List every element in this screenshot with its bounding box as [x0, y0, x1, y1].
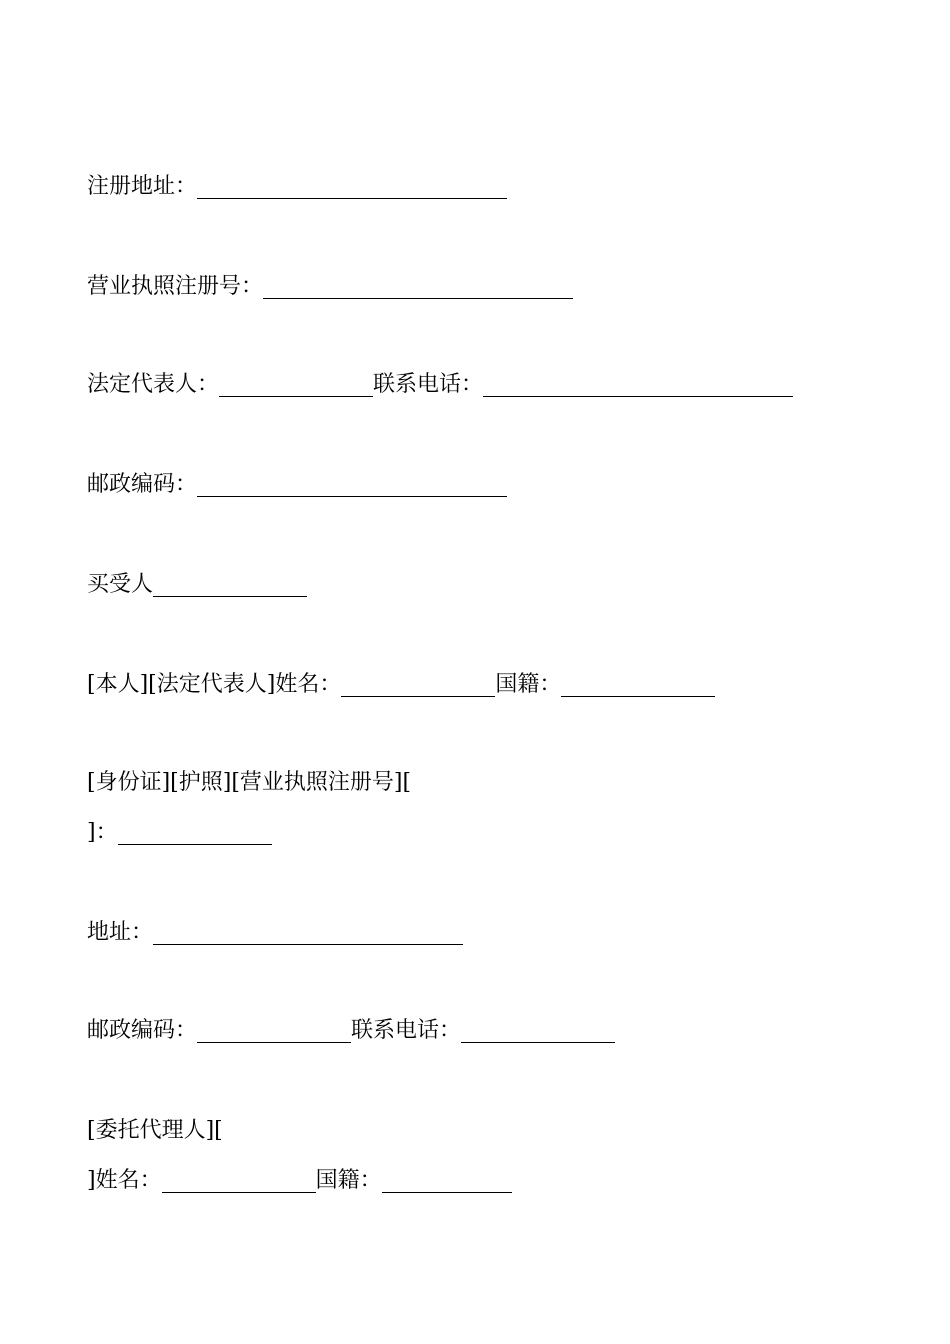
- id-number-line: [87, 818, 272, 848]
- legal-representative-blank[interactable]: [219, 374, 373, 397]
- buyer-label: 买受人: [87, 572, 154, 597]
- buyer-name-label: [本人][法定代表人]姓名：: [87, 672, 342, 697]
- postal-code-label: 邮政编码：: [87, 472, 198, 497]
- phone-2-label: 联系电话：: [351, 1018, 462, 1043]
- registered-address-label: 注册地址：: [87, 174, 198, 199]
- postal-code-blank[interactable]: [197, 474, 507, 497]
- legal-representative-line: [87, 370, 793, 400]
- business-license-line: [87, 272, 573, 302]
- contact-phone-blank[interactable]: [483, 374, 793, 397]
- postal-phone-line: [87, 1016, 615, 1046]
- buyer-name-blank[interactable]: [341, 674, 495, 697]
- buyer-name-line: [87, 670, 715, 700]
- agent-label: [委托代理人][: [87, 1118, 223, 1143]
- id-number-blank[interactable]: [118, 822, 272, 845]
- legal-representative-label: 法定代表人：: [87, 372, 220, 397]
- agent-name-line: [87, 1166, 512, 1196]
- buyer-line: [87, 570, 307, 600]
- postal-code-line: [87, 470, 507, 500]
- business-license-blank[interactable]: [263, 276, 573, 299]
- agent-name-blank[interactable]: [162, 1170, 316, 1193]
- address-label: 地址：: [87, 920, 154, 945]
- contact-phone-label: 联系电话：: [373, 372, 484, 397]
- business-license-label: 营业执照注册号：: [87, 274, 264, 299]
- postal-code-2-blank[interactable]: [197, 1020, 351, 1043]
- agent-nationality-label: 国籍：: [315, 1168, 382, 1193]
- agent-line: [87, 1116, 223, 1146]
- id-type-label: [身份证][护照][营业执照注册号][: [87, 770, 412, 795]
- registered-address-line: [87, 172, 507, 202]
- agent-nationality-blank[interactable]: [382, 1170, 512, 1193]
- address-line: [87, 918, 463, 948]
- postal-code-2-label: 邮政编码：: [87, 1018, 198, 1043]
- buyer-nationality-blank[interactable]: [561, 674, 715, 697]
- phone-2-blank[interactable]: [461, 1020, 615, 1043]
- agent-name-label: ]姓名：: [87, 1168, 162, 1193]
- id-type-line: [87, 768, 411, 798]
- id-number-label: ]：: [87, 820, 118, 845]
- address-blank[interactable]: [153, 922, 463, 945]
- buyer-nationality-label: 国籍：: [495, 672, 562, 697]
- registered-address-blank[interactable]: [197, 176, 507, 199]
- buyer-blank[interactable]: [153, 574, 307, 597]
